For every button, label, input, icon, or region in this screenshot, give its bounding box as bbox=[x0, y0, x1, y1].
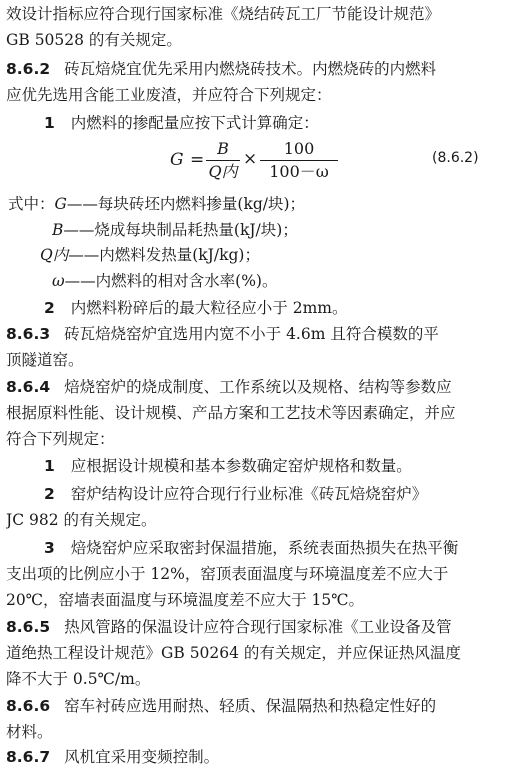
item-text: 内燃料的掺配量应按下式计算确定： bbox=[70, 114, 319, 132]
formula-equals: = bbox=[190, 150, 205, 170]
item-number: 3 bbox=[44, 539, 55, 557]
text-line bbox=[6, 348, 505, 372]
line-text: 效设计指标应符合现行国家标准《烧结砖瓦工厂节能设计规范》 bbox=[6, 5, 441, 23]
line-text: 根据原料性能、设计规模、产品方案和工艺技术等因素确定，并应 bbox=[6, 404, 456, 422]
fraction-denominator: Q内 bbox=[208, 162, 238, 181]
clause-number: 8.6.2 bbox=[6, 60, 51, 78]
item-text: 焙烧窑炉应采取密封保温措施，系统表面热损失在热平衡 bbox=[70, 539, 459, 557]
clause-number: 8.6.5 bbox=[6, 618, 51, 636]
item-text: 内燃料粉碎后的最大粒径应小于 2mm。 bbox=[70, 299, 348, 317]
clause-text: 砖瓦焙烧宜优先采用内燃烧砖技术。内燃烧砖的内燃料 bbox=[64, 60, 437, 78]
text-line bbox=[6, 427, 505, 451]
definition-text: ——内燃料的相对含水率(%)。 bbox=[64, 272, 278, 290]
clause-8-6-4 bbox=[6, 375, 505, 399]
clause-8-6-2 bbox=[6, 57, 505, 81]
clause-number: 8.6.3 bbox=[6, 325, 51, 343]
fraction-moisture bbox=[260, 138, 338, 183]
item-line bbox=[44, 454, 505, 478]
text-line bbox=[6, 401, 505, 425]
text-line bbox=[6, 508, 505, 532]
text-line bbox=[6, 83, 505, 107]
item-text: 窑炉结构设计应符合现行行业标准《砖瓦焙烧窑炉》 bbox=[70, 485, 428, 503]
line-text: 20℃，窑墙表面温度与环境温度差不应大于 15℃。 bbox=[6, 591, 365, 609]
definition-g bbox=[8, 192, 505, 216]
line-text: JC 982 的有关规定。 bbox=[6, 511, 157, 529]
line-text: 顶隧道窑。 bbox=[6, 351, 84, 369]
text-line bbox=[6, 28, 505, 52]
fraction-numerator: 100 bbox=[283, 139, 315, 158]
item-text: 应根据设计规模和基本参数确定窑炉规格和数量。 bbox=[70, 457, 412, 475]
item-number: 2 bbox=[44, 485, 55, 503]
definition-prefix: 式中： bbox=[8, 195, 55, 213]
item-line bbox=[44, 296, 505, 320]
definition-omega bbox=[52, 269, 505, 293]
clause-number: 8.6.6 bbox=[6, 697, 51, 715]
definition-symbol: B bbox=[52, 221, 64, 239]
clause-8-6-3 bbox=[6, 322, 505, 346]
item-line bbox=[44, 111, 505, 135]
item-line bbox=[44, 482, 505, 506]
fraction-numerator: B bbox=[217, 139, 229, 158]
clause-8-6-5 bbox=[6, 615, 505, 639]
text-line bbox=[6, 562, 505, 586]
line-text: 支出项的比例应小于 12%，窑顶表面温度与环境温度差不应大于 bbox=[6, 565, 449, 583]
fraction-b-over-q bbox=[206, 138, 240, 183]
item-line bbox=[44, 536, 505, 560]
definition-symbol: G bbox=[54, 195, 67, 213]
formula-number: (8.6.2) bbox=[432, 150, 479, 166]
line-text: 降不大于 0.5℃/m。 bbox=[6, 670, 151, 688]
line-text: 道绝热工程设计规范》GB 50264 的有关规定，并应保证热风温度 bbox=[6, 644, 461, 662]
item-number: 2 bbox=[44, 299, 55, 317]
formula-lhs: G bbox=[170, 150, 184, 170]
fraction-denominator: 100－ω bbox=[269, 162, 329, 181]
clause-number: 8.6.4 bbox=[6, 378, 51, 396]
clause-8-6-7 bbox=[6, 745, 505, 769]
text-line bbox=[6, 641, 505, 665]
clause-8-6-6 bbox=[6, 694, 505, 718]
definition-b bbox=[52, 218, 505, 242]
line-text: 应优先选用含能工业废渣，并应符合下列规定： bbox=[6, 86, 332, 104]
line-text: 符合下列规定： bbox=[6, 430, 115, 448]
clause-number: 8.6.7 bbox=[6, 748, 51, 766]
definition-text: ——烧成每块制品耗热量(kJ/块)； bbox=[63, 221, 298, 239]
text-line bbox=[6, 667, 505, 691]
line-text: 材料。 bbox=[6, 723, 53, 741]
text-line bbox=[6, 2, 505, 26]
item-number: 1 bbox=[44, 457, 55, 475]
item-number: 1 bbox=[44, 114, 55, 132]
definition-text: ——内燃料发热量(kJ/kg)； bbox=[68, 246, 260, 264]
definition-symbol: Q内 bbox=[40, 246, 69, 264]
text-line bbox=[6, 720, 505, 744]
clause-text: 热风管路的保温设计应符合现行国家标准《工业设备及管 bbox=[64, 618, 452, 636]
formula-8-6-2 bbox=[0, 136, 509, 186]
clause-text: 砖瓦焙烧窑炉宜选用内宽不小于 4.6m 且符合模数的平 bbox=[64, 325, 439, 343]
clause-text: 风机宜采用变频控制。 bbox=[64, 748, 220, 766]
definition-symbol: ω bbox=[52, 272, 65, 290]
clause-text: 焙烧窑炉的烧成制度、工作系统以及规格、结构等参数应 bbox=[64, 378, 452, 396]
clause-text: 窑车衬砖应选用耐热、轻质、保温隔热和热稳定性好的 bbox=[64, 697, 437, 715]
definition-q bbox=[40, 243, 505, 267]
definition-text: ——每块砖坯内燃料掺量(kg/块)； bbox=[66, 195, 306, 213]
line-text: GB 50528 的有关规定。 bbox=[6, 31, 182, 49]
text-line bbox=[6, 588, 505, 612]
formula-times: × bbox=[243, 149, 258, 169]
